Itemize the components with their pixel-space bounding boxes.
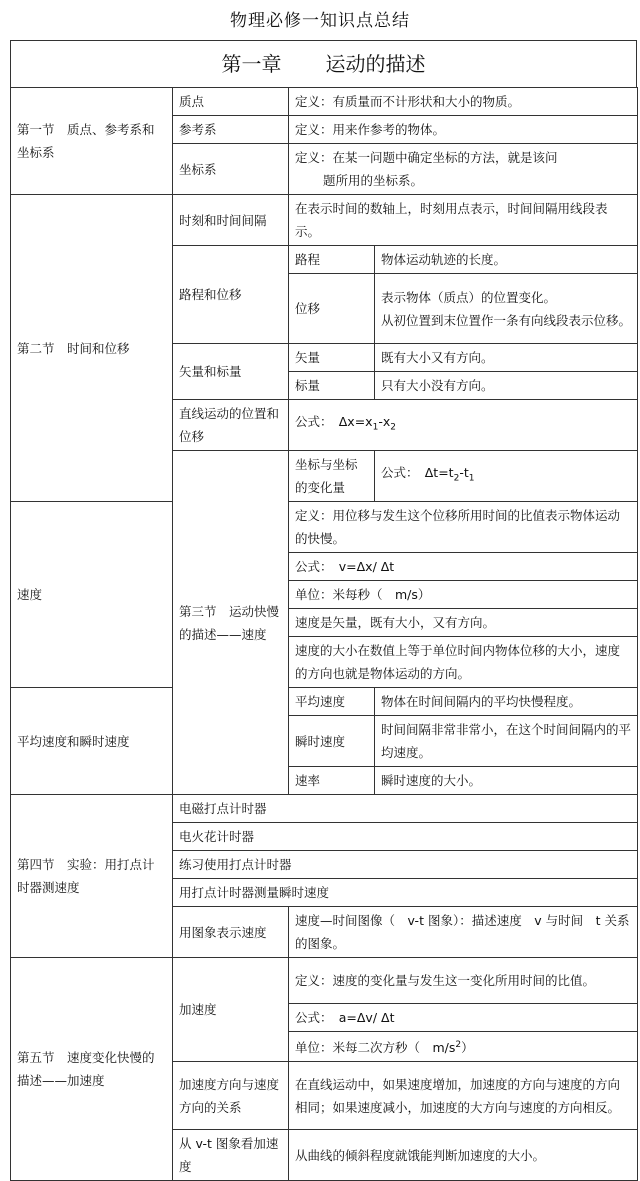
desc-cell: 公式： v=Δx/ Δt — [289, 553, 638, 581]
formula-sub: 2 — [390, 422, 396, 433]
unit-text: 单位：米每二次方秒（ m/s — [295, 1040, 456, 1056]
desc-cell: 只有大小没有方向。 — [375, 372, 638, 400]
section-4-label: 第四节 实验：用打点计时器测速度 — [11, 795, 173, 958]
desc-cell: 速度的大小在数值上等于单位时间内物体位移的大小，速度的方向也就是物体运动的方向。 — [289, 637, 638, 688]
desc-cell: 定义：速度的变化量与发生这一变化所用时间的比值。 — [289, 958, 638, 1004]
formula-text: -x — [378, 414, 391, 430]
topic-cell: 矢量和标量 — [173, 344, 289, 400]
unit-sup: 2 — [455, 1040, 462, 1050]
table-row — [11, 795, 638, 823]
section-1-label: 第一节 质点、参考系和坐标系 — [11, 88, 173, 195]
list-item: 电磁打点计时器 — [173, 795, 638, 823]
table-row — [11, 88, 638, 116]
desc-cell: 速度—时间图像（ v-t 图象）：描述速度 v 与时间 t 关系的图象。 — [289, 907, 638, 958]
desc-cell: 物体运动轨迹的长度。 — [375, 246, 638, 274]
desc-cell: 定义：用位移与发生这个位移所用时间的比值表示物体运动的快慢。 — [289, 502, 638, 553]
formula-cell — [375, 451, 638, 502]
chapter-number: 第一章 — [221, 52, 282, 76]
desc-cell: 单位：米每秒（ m/s） — [289, 581, 638, 609]
topic-cell: 加速度方向与速度方向的关系 — [173, 1062, 289, 1130]
topic-cell: 从 v-t 图象看加速度 — [173, 1130, 289, 1181]
table-row — [11, 195, 638, 246]
topic-cell: 参考系 — [173, 116, 289, 144]
desc-cell: 定义：用来作参考的物体。 — [289, 116, 638, 144]
topic-cell: 坐标与坐标的变化量 — [289, 451, 375, 502]
unit-text: ） — [461, 1040, 474, 1056]
chapter-name: 运动的描述 — [325, 52, 426, 76]
formula-sub: 1 — [468, 473, 475, 484]
formula-cell — [289, 400, 638, 451]
formula-text: -t — [459, 465, 469, 481]
desc-cell: 定义：有质量而不计形状和大小的物质。 — [289, 88, 638, 116]
table-row — [11, 688, 638, 716]
desc-cell: 既有大小又有方向。 — [375, 344, 638, 372]
section-2-label: 第二节 时间和位移 — [11, 195, 173, 502]
sub-topic-cell: 平均速度 — [289, 688, 375, 716]
topic-cell: 加速度 — [173, 958, 289, 1062]
desc-cell — [289, 1032, 638, 1062]
desc-line: 定义：在某一问题中确定坐标的方法，就是该问 — [295, 150, 558, 165]
desc-cell: 速度是矢量，既有大小，又有方向。 — [289, 609, 638, 637]
topic-cell: 坐标系 — [173, 144, 289, 195]
desc-cell: 瞬时速度的大小。 — [375, 767, 638, 795]
topic-cell: 质点 — [173, 88, 289, 116]
desc-cell: 在表示时间的数轴上，时刻用点表示，时间间隔用线段表示。 — [289, 195, 638, 246]
desc-cell: 时间间隔非常非常小，在这个时间间隔内的平均速度。 — [375, 716, 638, 767]
sub-topic-cell: 位移 — [289, 274, 375, 344]
topic-cell: 用图象表示速度 — [173, 907, 289, 958]
section-3-label: 第三节 运动快慢的描述——速度 — [173, 451, 289, 795]
knowledge-table — [10, 87, 638, 1181]
desc-cell: 公式： a=Δv/ Δt — [289, 1004, 638, 1032]
formula-sub: 1 — [372, 422, 379, 433]
topic-cell: 直线运动的位置和位移 — [173, 400, 289, 451]
sub-topic-cell: 速率 — [289, 767, 375, 795]
table-row — [11, 502, 638, 553]
list-item: 电火花计时器 — [173, 823, 638, 851]
desc-cell: 物体在时间间隔内的平均快慢程度。 — [375, 688, 638, 716]
section-5-label: 第五节 速度变化快慢的描述——加速度 — [11, 958, 173, 1181]
sub-topic-cell: 标量 — [289, 372, 375, 400]
formula-text: 公式： Δt=t — [381, 465, 454, 481]
topic-cell: 时刻和时间间隔 — [173, 195, 289, 246]
desc-cell: 从曲线的倾斜程度就饿能判断加速度的大小。 — [289, 1130, 638, 1181]
desc-line: 表示物体（质点）的位置变化。 — [381, 289, 557, 305]
table-row — [11, 958, 638, 1004]
page-title: 物理必修一知识点总结 — [230, 11, 410, 31]
desc-line: 题所用的坐标系。 — [323, 173, 424, 188]
topic-cell: 速度 — [11, 502, 173, 688]
sub-topic-cell: 矢量 — [289, 344, 375, 372]
list-item: 用打点计时器测量瞬时速度 — [173, 879, 638, 907]
topic-cell: 路程和位移 — [173, 246, 289, 344]
sub-topic-cell: 路程 — [289, 246, 375, 274]
formula-sub: 2 — [453, 473, 460, 484]
desc-line: 从初位置到末位置作一条有向线段表示位移。 — [381, 312, 632, 328]
sub-topic-cell: 瞬时速度 — [289, 716, 375, 767]
chapter-title — [10, 40, 637, 87]
desc-cell — [289, 144, 638, 195]
desc-cell — [375, 274, 638, 344]
list-item: 练习使用打点计时器 — [173, 851, 638, 879]
topic-cell: 平均速度和瞬时速度 — [11, 688, 173, 795]
desc-cell: 在直线运动中，如果速度增加，加速度的方向与速度的方向相同；如果速度减小，加速度的大方向与速度的方向相反。 — [289, 1062, 638, 1130]
formula-text: 公式： Δx=x — [295, 414, 373, 430]
